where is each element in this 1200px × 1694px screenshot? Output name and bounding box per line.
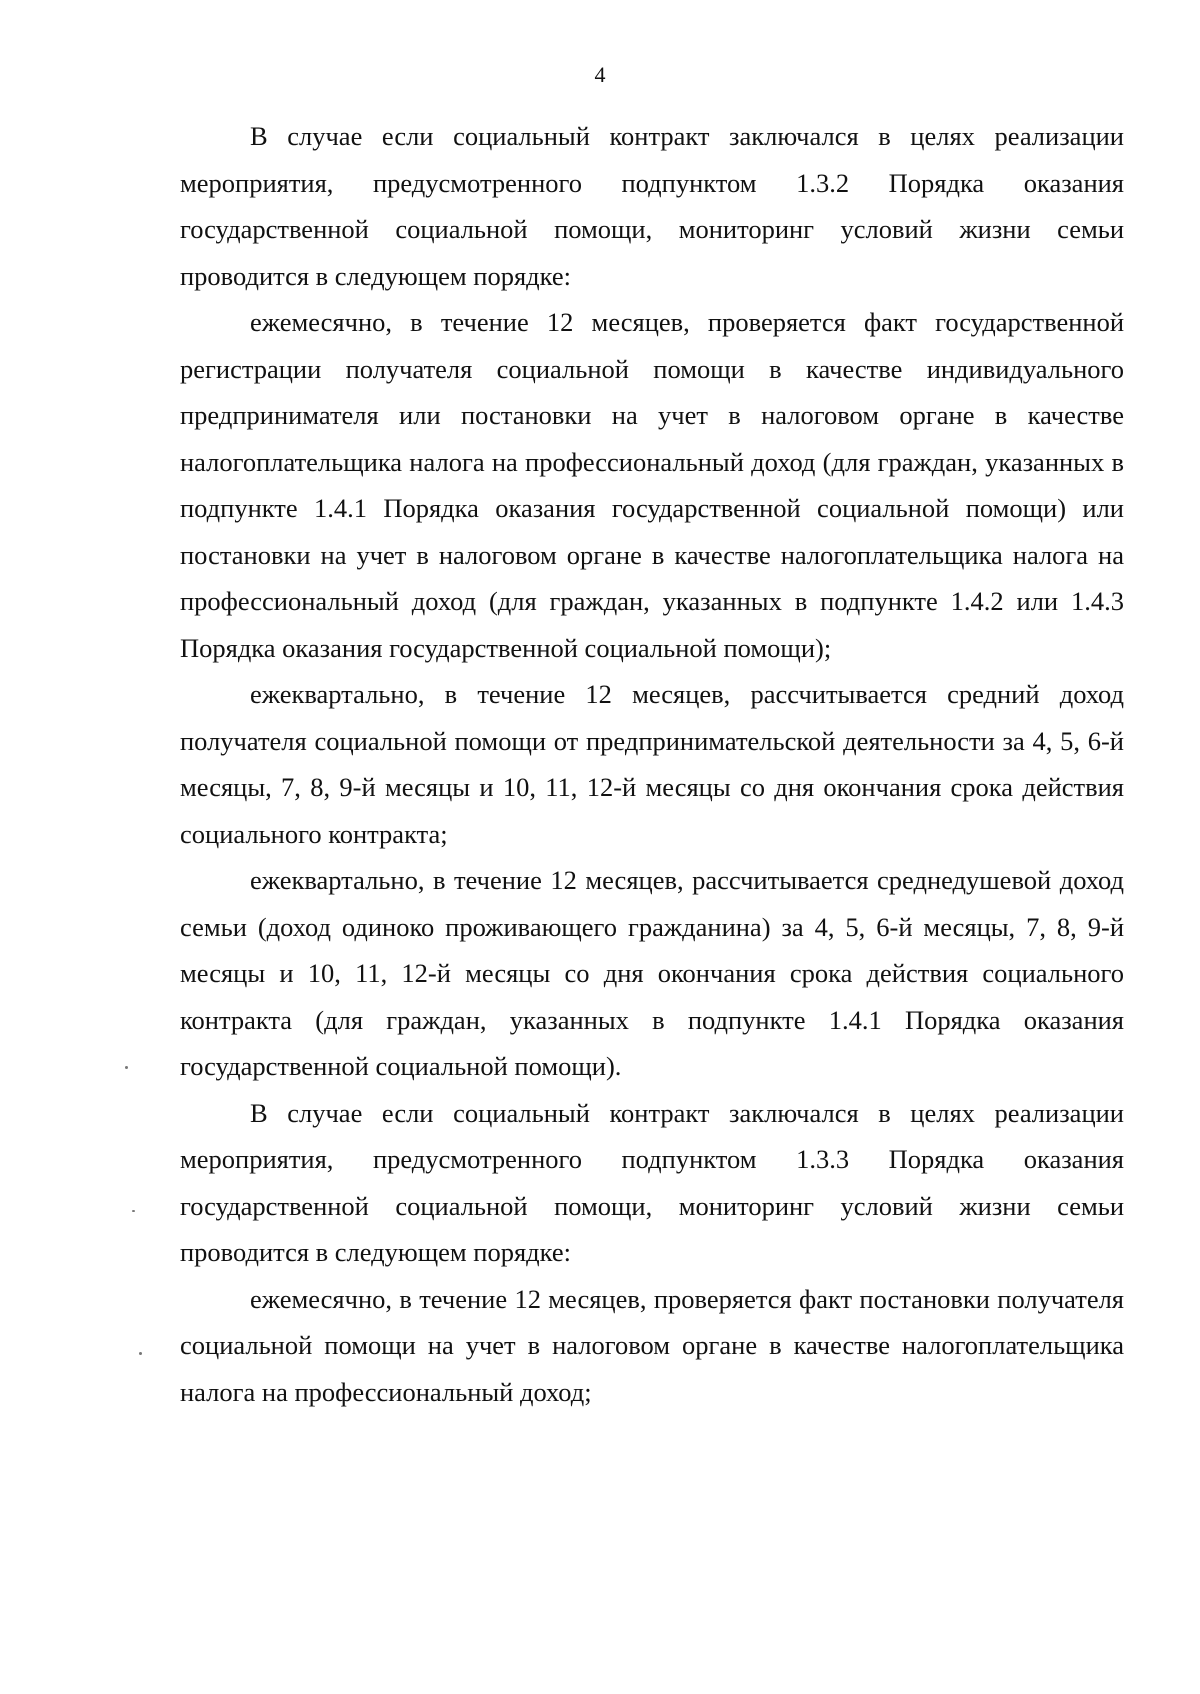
scan-speck — [125, 1066, 128, 1069]
document-body — [180, 113, 1124, 1415]
scan-speck — [132, 1210, 135, 1212]
paragraph-quarterly-per-capita-income: ежеквартально, в течение 12 месяцев, рассчитывается среднедушевой доход семьи (доход одиноко проживающего гражданина) за 4, 5, 6-й месяцы, 7, 8, 9-й месяцы и 10, 11, 12-й месяцы со дня окончания срока действия социального контракта (для граждан, указанных в подпункте 1.4.1 Порядка оказания государственной социальной помощи). — [180, 865, 1124, 1081]
page-number: 4 — [594, 62, 606, 87]
paragraph-monitoring-1-3-3-intro: В случае если социальный контракт заключался в целях реализации мероприятия, предусмотренного подпунктом 1.3.3 Порядка оказания государственной социальной помощи, мониторинг условий жизни семьи проводится в следующем порядке: — [180, 1097, 1124, 1267]
paragraph-quarterly-average-income: ежеквартально, в течение 12 месяцев, рассчитывается средний доход получателя социальной помощи от предпринимательской деятельности за 4, 5, 6-й месяцы, 7, 8, 9-й месяцы и 10, 11, 12-й месяцы со дня окончания срока действия социального контракта; — [180, 679, 1124, 849]
paragraph-monthly-tax-registration-check: ежемесячно, в течение 12 месяцев, проверяется факт постановки получателя социальной помощи на учет в налоговом органе в качестве налогоплательщика налога на профессиональный доход; — [180, 1283, 1124, 1407]
scan-speck — [139, 1352, 142, 1355]
paragraph-monitoring-1-3-2-intro: В случае если социальный контракт заключался в целях реализации мероприятия, предусмотренного подпунктом 1.3.2 Порядка оказания государственной социальной помощи, мониторинг условий жизни семьи проводится в следующем порядке: — [180, 121, 1124, 291]
paragraph-monthly-registration-check: ежемесячно, в течение 12 месяцев, проверяется факт государственной регистрации получателя социальной помощи в качестве индивидуального предпринимателя или постановки на учет в налоговом органе в качестве налогоплательщика налога на профессиональный доход (для граждан, указанных в подпункте 1.4.1 Порядка оказания государственной социальной помощи) или постановки на учет в налоговом органе в качестве налогоплательщика налога на профессиональный доход (для граждан, указанных в подпункте 1.4.2 или 1.4.3 Порядка оказания государственной социальной помощи); — [180, 307, 1124, 663]
